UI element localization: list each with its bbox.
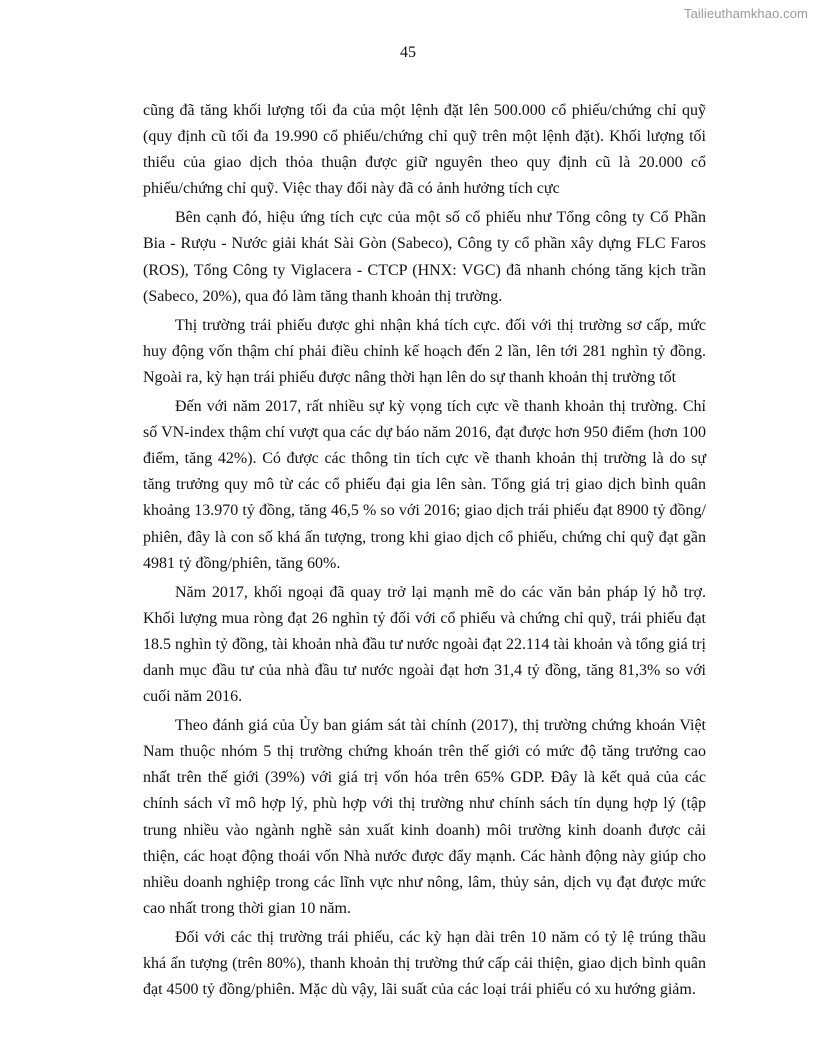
document-body: [143, 98, 706, 1006]
watermark: Tailieuthamkhao.com: [683, 6, 808, 21]
paragraph: Theo đánh giá của Ủy ban giám sát tài chính (2017), thị trường chứng khoán Việt Nam thuộc nhóm 5 thị trường chứng khoán trên thế giới có mức độ tăng trưởng cao nhất trên thế giới (39%) với giá trị vốn hóa trên 65% GDP. Đây là kết quả của các chính sách vĩ mô hợp lý, phù hợp với thị trường như chính sách tín dụng hợp lý (tập trung nhiều vào ngành nghề sản xuất kinh doanh) môi trường kinh doanh được cải thiện, các hoạt động thoái vốn Nhà nước được đẩy mạnh. Các hành động này giúp cho nhiều doanh nghiệp trong các lĩnh vực như nông, lâm, thủy sản, dịch vụ đạt được mức cao nhất trong thời gian 10 năm.: [143, 717, 706, 917]
paragraph: Đối với các thị trường trái phiếu, các kỳ hạn dài trên 10 năm có tỷ lệ trúng thầu khá ấn tượng (trên 80%), thanh khoản thị trường thứ cấp cải thiện, giao dịch bình quân đạt 4500 tỷ đồng/phiên. Mặc dù vậy, lãi suất của các loại trái phiếu có xu hướng giảm.: [143, 928, 706, 999]
paragraph: Đến với năm 2017, rất nhiều sự kỳ vọng tích cực về thanh khoản thị trường. Chỉ số VN-index thậm chí vượt qua các dự báo năm 2016, đạt được hơn 950 điểm (hơn 100 điểm, tăng 42%). Có được các thông tin tích cực về thanh khoản thị trường là do sự tăng trưởng quy mô từ các cổ phiếu đại gia lên sàn. Tổng giá trị giao dịch bình quân khoảng 13.970 tỷ đồng, tăng 46,5 % so với 2016; giao dịch trái phiếu đạt 8900 tỷ đồng/ phiên, đây là con số khá ấn tượng, trong khi giao dịch cổ phiếu, chứng chỉ quỹ đạt gần 4981 tỷ đồng/phiên, tăng 60%.: [143, 398, 706, 572]
paragraph: Năm 2017, khối ngoại đã quay trở lại mạnh mẽ do các văn bản pháp lý hỗ trợ. Khối lượng mua ròng đạt 26 nghìn tỷ đối với cổ phiếu và chứng chỉ quỹ, trái phiếu đạt 18.5 nghìn tỷ đồng, tài khoản nhà đầu tư nước ngoài đạt 22.114 tài khoản và tổng giá trị danh mục đầu tư của nhà đầu tư nước ngoài đạt hơn 31,4 tỷ đồng, tăng 81,3% so với cuối năm 2016.: [143, 583, 706, 706]
paragraph-continuation: cũng đã tăng khối lượng tối đa của một lệnh đặt lên 500.000 cổ phiếu/chứng chỉ quỹ (quy định cũ tối đa 19.990 cổ phiếu/chứng chỉ quỹ trên một lệnh đặt). Khối lượng tối thiểu của giao dịch thỏa thuận được giữ nguyên theo quy định cũ là 20.000 cổ phiếu/chứng chỉ quỹ. Việc thay đổi này đã có ảnh hưởng tích cực: [143, 102, 706, 198]
paragraph: Thị trường trái phiếu được ghi nhận khá tích cực. đối với thị trường sơ cấp, mức huy động vốn thậm chí phải điều chỉnh kế hoạch đến 2 lần, lên tới 281 nghìn tỷ đồng. Ngoài ra, kỳ hạn trái phiếu được nâng thời hạn lên do sự thanh khoản thị trường tốt: [143, 316, 706, 386]
paragraph: Bên cạnh đó, hiệu ứng tích cực của một số cổ phiếu như Tổng công ty Cổ Phần Bia - Rượu - Nước giải khát Sài Gòn (Sabeco), Công ty cổ phần xây dựng FLC Faros (ROS), Tổng Công ty Viglacera - CTCP (HNX: VGC) đã nhanh chóng tăng kịch trần (Sabeco, 20%), qua đó làm tăng thanh khoản thị trường.: [143, 209, 706, 305]
page-number: 45: [400, 44, 416, 61]
